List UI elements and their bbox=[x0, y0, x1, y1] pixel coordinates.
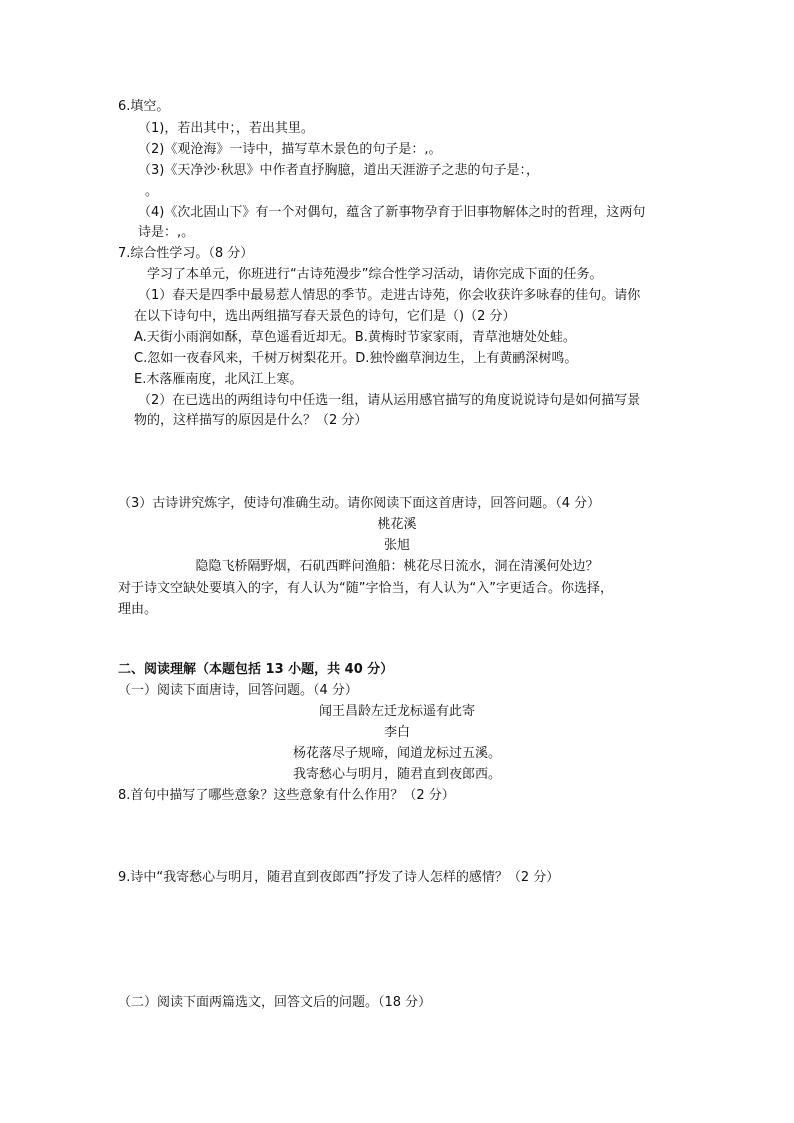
section2-title: 二、阅读理解（本题包括 13 小题，共 40 分） bbox=[118, 662, 394, 677]
q6-line-4: （4)《次北固山下》有一个对偶句，蕴含了新事物孕育于旧事物解体之时的哲理，这两句 bbox=[138, 205, 646, 220]
q6-line-2: （2)《观沧海》一诗中，描写草木景色的句子是：,。 bbox=[138, 142, 442, 157]
q6-title: 6.填空。 bbox=[118, 99, 170, 114]
q7-option-ab: A.天街小雨润如酥，草色遥看近却无。B.黄梅时节家家雨，青草池塘处处蛙。 bbox=[134, 330, 576, 345]
q6-line-3-cont: 。 bbox=[145, 184, 159, 199]
q7-part1-line2: 在以下诗句中，选出两组描写春天景色的诗句，它们是（)（2 分） bbox=[134, 309, 516, 324]
q6-line-4-cont: 诗是：,。 bbox=[138, 225, 195, 240]
poem1-author: 张旭 bbox=[383, 538, 410, 553]
poem1-title: 桃花溪 bbox=[377, 517, 417, 532]
poem1-text: 隐隐飞桥隔野烟，石矶西畔问渔船：桃花尽日流水，洞在清溪何处边？ bbox=[195, 559, 599, 574]
q6-line-1: （1)，若出其中；，若出其里。 bbox=[138, 121, 314, 136]
poem2-author: 李白 bbox=[383, 725, 410, 740]
q7-title: 7.综合性学习。（8 分） bbox=[118, 246, 254, 261]
q7-option-cd: C.忽如一夜春风来，千树万树梨花开。D.独怜幽草涧边生，上有黄鹂深树鸣。 bbox=[134, 351, 578, 366]
q7-part3: （3）古诗讲究炼字，使诗句准确生动。请你阅读下面这首唐诗，回答问题。（4 分） bbox=[118, 496, 601, 511]
q7-part3-question: 对于诗文空缺处要填入的字，有人认为“随”字恰当，有人认为“入”字更适合。你选择， bbox=[118, 581, 613, 596]
q7-part1-line1: （1）春天是四季中最易惹人情思的季节。走进古诗苑，你会收获许多咏春的佳句。请你 bbox=[138, 288, 641, 303]
q9: 9.诗中“我寄愁心与明月，随君直到夜郎西”抒发了诗人怎样的感情？（2 分） bbox=[118, 870, 560, 885]
section2-part2: （二）阅读下面两篇选文，回答文后的问题。（18 分） bbox=[118, 995, 432, 1010]
q7-part3-question-cont: 理由。 bbox=[118, 602, 158, 617]
poem2-line1: 杨花落尽子规啼，闻道龙标过五溪。 bbox=[292, 746, 501, 761]
q7-part2-line2: 物的，这样描写的原因是什么？（2 分） bbox=[134, 413, 368, 428]
poem2-title: 闻王昌龄左迁龙标遥有此寄 bbox=[318, 704, 475, 719]
q7-part2-line1: （2）在已选出的两组诗句中任选一组，请从运用感官描写的角度说说诗句是如何描写景 bbox=[138, 393, 641, 408]
q7-intro: 学习了本单元，你班进行“古诗苑漫步”综合性学习活动，请你完成下面的任务。 bbox=[147, 267, 603, 282]
q6-line-3: （3)《天净沙·秋思》中作者直抒胸臆，道出天涯游子之悲的句子是：， bbox=[138, 163, 539, 178]
poem2-line2: 我寄愁心与明月，随君直到夜郎西。 bbox=[292, 767, 501, 782]
q7-option-e: E.木落雁南度，北风江上寒。 bbox=[134, 372, 303, 387]
q8: 8.首句中描写了哪些意象？这些意象有什么作用？（2 分） bbox=[118, 788, 455, 803]
section2-part1: （一）阅读下面唐诗，回答问题。（4 分） bbox=[118, 683, 358, 698]
